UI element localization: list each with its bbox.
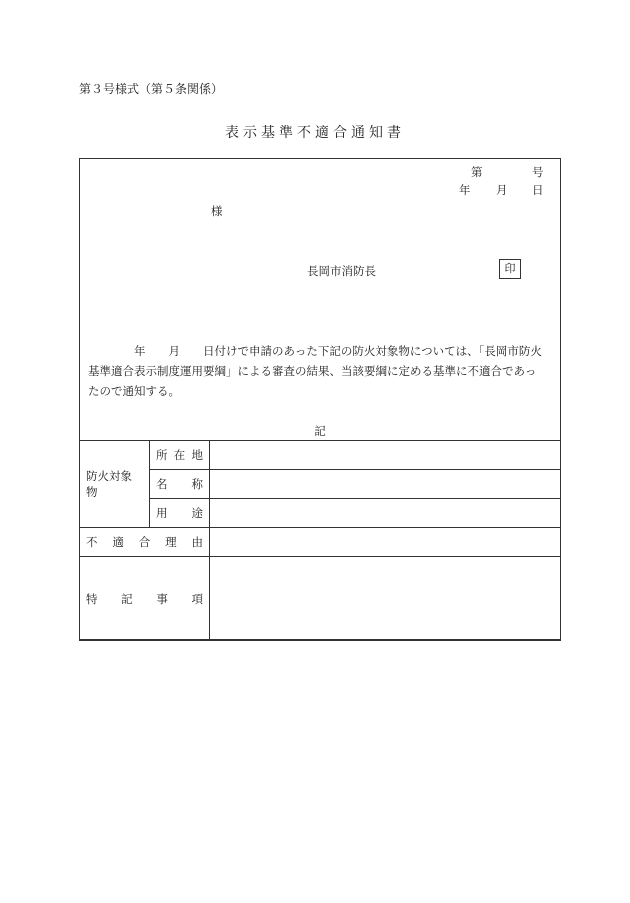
form-number: 第３号様式（第５条関係） (79, 82, 224, 96)
body-line-2: 基準適合表示制度運用要綱」による審査の結果、当該要綱に定める基準に不適合であっ (88, 364, 537, 378)
use-label: 用 途 (156, 506, 203, 520)
details-table (79, 440, 561, 641)
number-prefix: 第 (471, 165, 483, 179)
date-month-label: 月 (496, 183, 508, 197)
notice-frame (79, 158, 561, 640)
location-field[interactable] (210, 441, 561, 470)
document-title: 表示基準不適合通知書 (225, 125, 405, 141)
group-label: 防火対象物 (86, 469, 132, 499)
table-row-remarks (80, 557, 561, 641)
reason-field[interactable] (210, 528, 561, 557)
use-field[interactable] (210, 499, 561, 528)
reason-label: 不 適 合 理 由 (86, 535, 203, 549)
name-label: 名 称 (156, 477, 203, 491)
date-day-label: 日 (532, 183, 544, 197)
table-row-name (80, 470, 561, 499)
addressee-suffix: 様 (211, 204, 223, 218)
location-label: 所 在 地 (156, 448, 203, 462)
ki-heading: 記 (314, 424, 326, 438)
name-field[interactable] (210, 470, 561, 499)
reason-label-cell (80, 528, 210, 557)
seal-box: 印 (499, 259, 521, 279)
table-row-location (80, 441, 561, 470)
name-label-cell (150, 470, 210, 499)
notice-body (88, 341, 558, 401)
remarks-label-cell (80, 557, 210, 641)
table-row-reason (80, 528, 561, 557)
date-year-label: 年 (459, 183, 471, 197)
body-line-1: 年 月 日付けで申請のあった下記の防火対象物については、「長岡市防火 (88, 344, 542, 358)
group-label-cell (80, 441, 150, 528)
body-line-3: たので通知する。 (88, 384, 180, 398)
number-suffix: 号 (532, 165, 544, 179)
table-row-use (80, 499, 561, 528)
issuer-name: 長岡市消防長 (307, 264, 376, 278)
remarks-label: 特 記 事 項 (86, 591, 203, 606)
location-label-cell (150, 441, 210, 470)
remarks-field[interactable] (210, 557, 561, 641)
use-label-cell (150, 499, 210, 528)
